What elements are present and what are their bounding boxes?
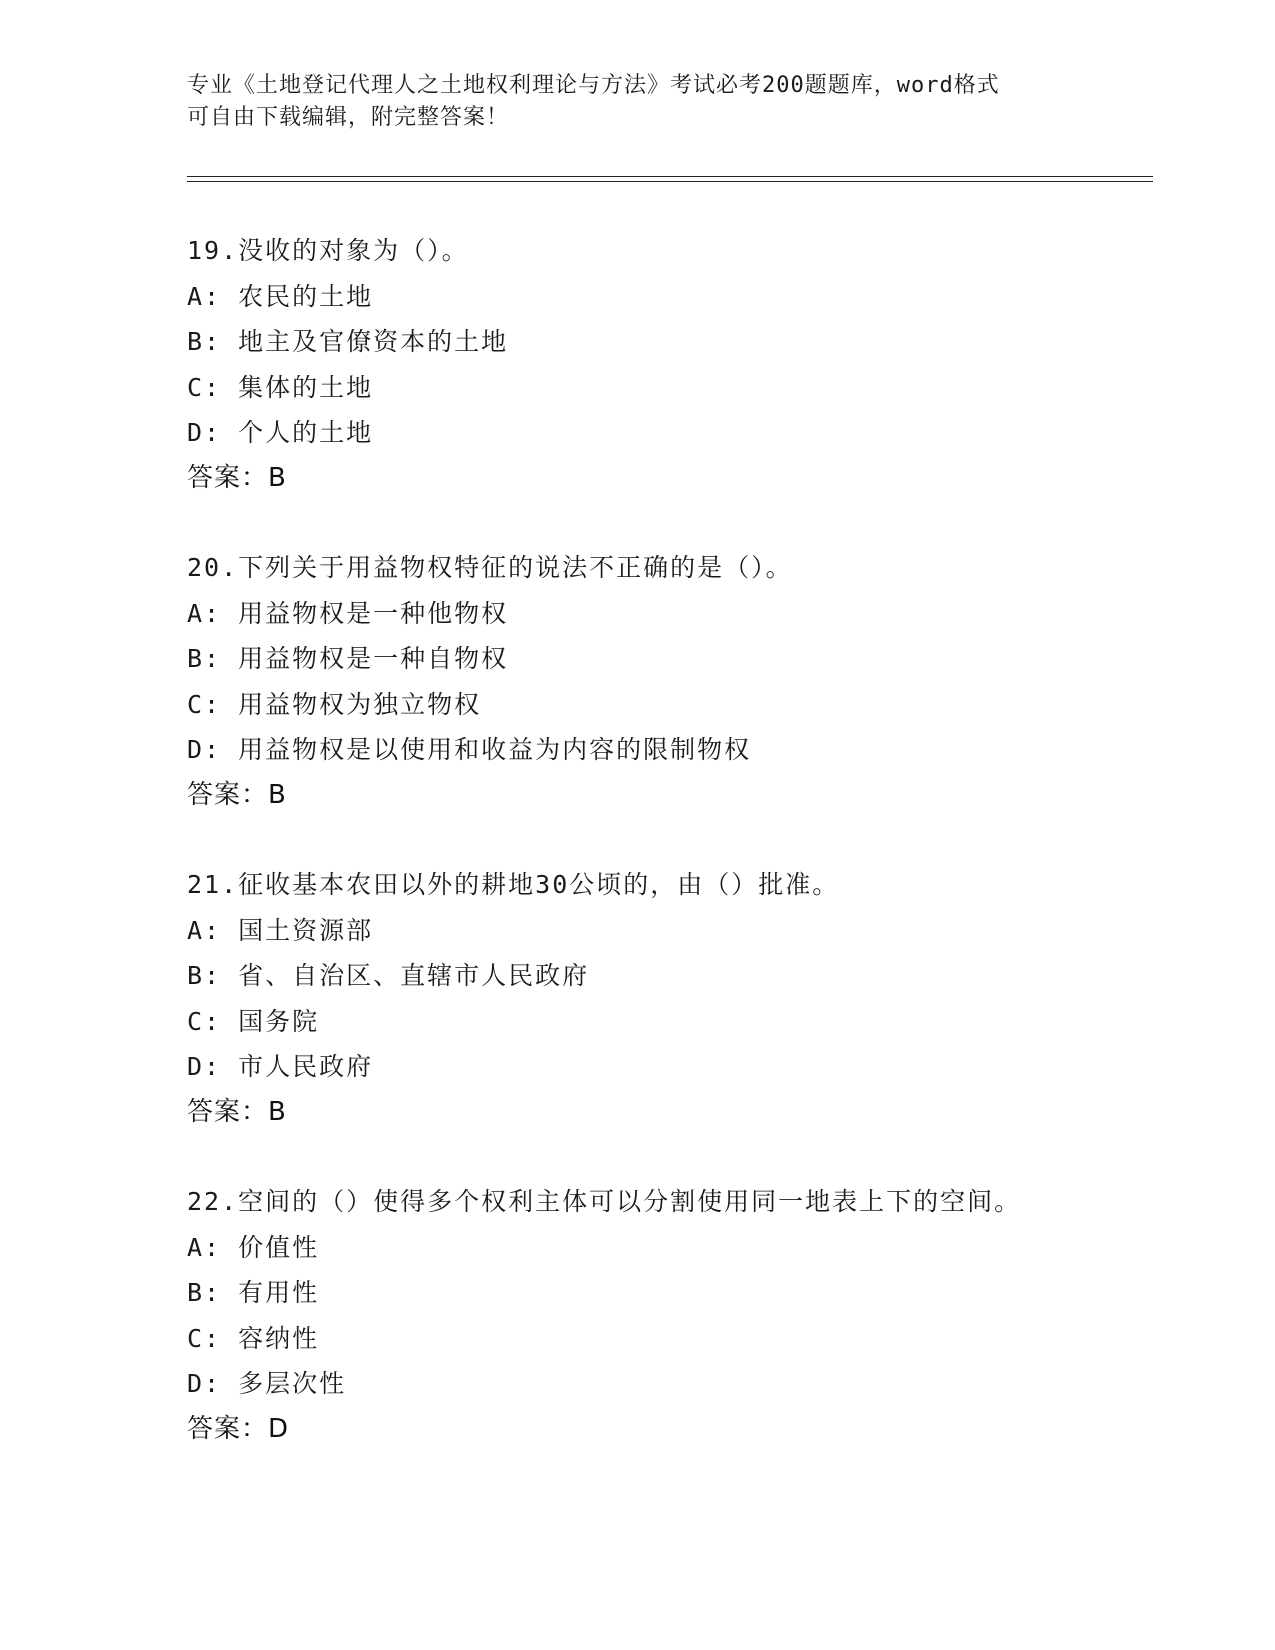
option-a: A: 国土资源部 xyxy=(187,915,374,945)
option-a: A: 农民的土地 xyxy=(187,281,374,311)
answer-line: 答案：B xyxy=(187,462,287,493)
answer-line: 答案：D xyxy=(187,1413,290,1444)
header-line-2: 可自由下载编辑，附完整答案！ xyxy=(187,105,510,130)
header-divider-top xyxy=(187,176,1153,177)
option-b: B: 用益物权是一种自物权 xyxy=(187,644,509,673)
question-21 xyxy=(187,862,1187,1135)
option-b: B: 省、自治区、直辖市人民政府 xyxy=(187,961,590,990)
question-stem: 22.空间的（）使得多个权利主体可以分割使用同一地表上下的空间。 xyxy=(187,1187,1022,1216)
answer-line: 答案：B xyxy=(187,1096,287,1127)
option-b: B: 有用性 xyxy=(187,1278,320,1307)
option-d: D: 多层次性 xyxy=(187,1369,347,1398)
option-d: D: 市人民政府 xyxy=(187,1052,374,1081)
question-stem: 19.没收的对象为（）。 xyxy=(187,236,469,265)
option-d: D: 用益物权是以使用和收益为内容的限制物权 xyxy=(187,735,752,764)
question-stem: 20.下列关于用益物权特征的说法不正确的是（）。 xyxy=(187,553,793,582)
option-c: C: 用益物权为独立物权 xyxy=(187,689,482,719)
question-19 xyxy=(187,228,1187,501)
option-a: A: 价值性 xyxy=(187,1232,320,1262)
option-c: C: 容纳性 xyxy=(187,1323,320,1353)
question-20 xyxy=(187,545,1187,818)
answer-line: 答案：B xyxy=(187,779,287,810)
document-header xyxy=(187,70,1067,134)
option-c: C: 国务院 xyxy=(187,1006,320,1036)
header-line-1: 专业《土地登记代理人之土地权利理论与方法》考试必考200题题库，word格式 xyxy=(187,73,1000,98)
header-divider-bottom xyxy=(187,181,1153,182)
question-22 xyxy=(187,1179,1187,1452)
option-d: D: 个人的土地 xyxy=(187,418,374,447)
option-c: C: 集体的土地 xyxy=(187,372,374,402)
option-a: A: 用益物权是一种他物权 xyxy=(187,598,509,628)
option-b: B: 地主及官僚资本的土地 xyxy=(187,327,509,356)
question-stem: 21.征收基本农田以外的耕地30公顷的，由（）批准。 xyxy=(187,870,840,899)
